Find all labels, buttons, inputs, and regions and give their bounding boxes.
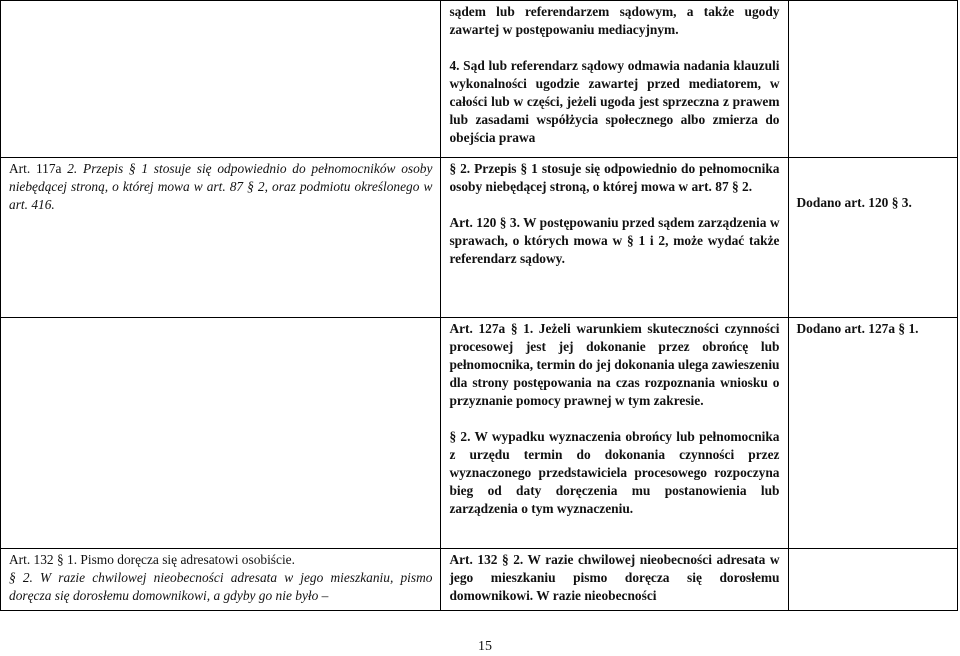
old-text-cell — [1, 549, 441, 611]
comment-text: Dodano art. 127a § 1. — [796, 321, 919, 336]
comment-cell — [788, 1, 958, 158]
old-paragraph: § 2. W razie chwilowej nieobecności adresata w jego mieszkaniu, pismo doręcza się dorosłemu domownikowi, a gdyby go nie było – — [9, 570, 433, 603]
comment-text: Dodano art. 120 § 3. — [796, 195, 912, 210]
new-paragraph: Art. 120 § 3. W postępowaniu przed sądem zarządzenia w sprawach, o których mowa w § 1 i 2, może wydać także referendarz sądowy. — [449, 215, 780, 266]
table-row — [1, 318, 958, 549]
old-paragraph-text: 2. Przepis § 1 stosuje się odpowiednio do pełnomocników osoby niebędącej stroną, o której mowa w art. 87 § 2, oraz podmiotu określonego w art. 416. — [9, 161, 433, 212]
article-label: Art. 117a — [9, 161, 62, 176]
new-text-cell — [441, 549, 788, 611]
old-text-cell — [1, 318, 441, 549]
new-text-cell — [441, 1, 788, 158]
new-text-cell — [441, 158, 788, 318]
new-paragraph: § 2. Przepis § 1 stosuje się odpowiednio do pełnomocnika osoby niebędącej stroną, o której mowa w art. 87 § 2. — [449, 161, 780, 194]
new-text-cell — [441, 318, 788, 549]
page-number: 15 — [478, 639, 492, 654]
new-paragraph: 4. Sąd lub referendarz sądowy odmawia nadania klauzuli wykonalności ugodzie zawartej przed mediatorem, w całości lub w części, jeżeli ugoda jest sprzeczna z prawem lub zasadami współżycia społecznego albo zmierza do obejścia prawa — [449, 58, 780, 145]
table-row — [1, 1, 958, 158]
new-paragraph: Art. 132 § 2. W razie chwilowej nieobecności adresata w jego mieszkaniu pismo doręcza się dorosłemu domownikowi. W razie nieobecności — [449, 552, 780, 603]
old-paragraph — [9, 160, 432, 214]
old-text-cell — [1, 1, 441, 158]
old-paragraph: Art. 132 § 1. Pismo doręcza się adresatowi osobiście. — [9, 552, 295, 567]
comment-cell — [788, 549, 958, 611]
new-paragraph: § 2. W wypadku wyznaczenia obrońcy lub pełnomocnika z urzędu termin do dokonania czynności przez wyznaczonego przedstawiciela procesowego rozpoczyna bieg od daty doręczenia mu postanowienia lub zarządzenia o tym wyznaczeniu. — [449, 429, 780, 516]
comment-cell — [788, 318, 958, 549]
new-paragraph: Art. 127a § 1. Jeżeli warunkiem skuteczności czynności procesowej jest jej dokonanie przez obrońcę lub pełnomocnika, termin do jej dokonania ulega zawieszeniu dla strony postępowania na czas rozpoznania wniosku o przyznanie pomocy prawnej w tym zakresie. — [449, 321, 780, 408]
new-paragraph: sądem lub referendarzem sądowym, a także ugody zawartej w postępowaniu mediacyjnym. — [449, 4, 780, 37]
old-text-cell — [1, 158, 441, 318]
comment-cell — [788, 158, 958, 318]
table-row — [1, 158, 958, 318]
table-row — [1, 549, 958, 611]
